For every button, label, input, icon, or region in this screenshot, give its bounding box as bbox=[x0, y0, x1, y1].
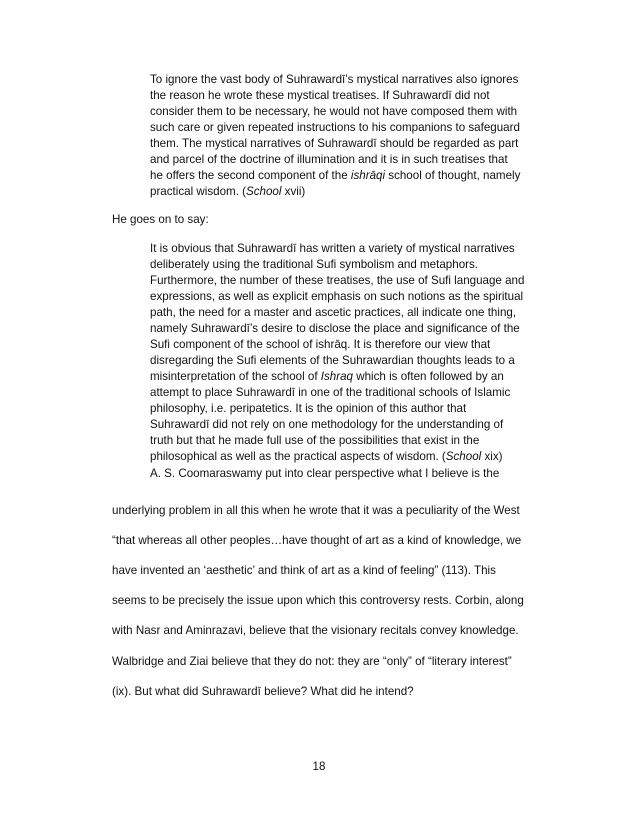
body-line: with Nasr and Aminrazavi, believe that the visionary recitals convey knowledge. bbox=[112, 624, 519, 637]
quote-text: practical wisdom. ( bbox=[150, 185, 246, 198]
quote-line: It is obvious that Suhrawardī has written a variety of mystical narratives bbox=[150, 242, 515, 255]
quote-line bbox=[150, 184, 530, 200]
body-line: Walbridge and Ziai believe that they do not: they are “only” of “literary interest” bbox=[112, 655, 512, 668]
italic-term: ishrāqi bbox=[350, 169, 386, 182]
body-line: have invented an ‘aesthetic’ and think of art as a kind of feeling” (113). This bbox=[112, 564, 496, 577]
quote-line: namely Suhrawardī’s desire to disclose the place and significance of the bbox=[150, 322, 520, 335]
quote-line: disregarding the Sufi elements of the Suhrawardian thoughts leads to a bbox=[150, 354, 515, 367]
narration-line: He goes on to say: bbox=[112, 213, 209, 226]
quote-line: Furthermore, the number of these treatises, the use of Sufi language and bbox=[150, 274, 525, 287]
quote-line: philosophy, i.e. peripatetics. It is the opinion of this author that bbox=[150, 402, 467, 415]
quote-line: path, the need for a master and ascetic practices, all indicate one thing, bbox=[150, 306, 517, 319]
quote-line: truth but that he made full use of the possibilities that exist in the bbox=[150, 434, 480, 447]
quote-text: school of thought, namely bbox=[385, 169, 521, 182]
quote-line: the reason he wrote these mystical treatises. If Suhrawardī did not bbox=[150, 89, 490, 102]
quote-line: Suhrawardī did not rely on one methodology for the understanding of bbox=[150, 418, 504, 431]
quote-text: philosophical as well as the practical aspects of wisdom. ( bbox=[150, 450, 446, 463]
body-line: seems to be precisely the issue upon which this controversy rests. Corbin, along bbox=[112, 594, 524, 607]
block-quote-1 bbox=[150, 72, 530, 200]
quote-line: and parcel of the doctrine of illumination and it is in such treatises that bbox=[150, 153, 508, 166]
quote-line bbox=[150, 369, 530, 385]
body-line: A. S. Coomaraswamy put into clear perspective what I believe is the bbox=[150, 467, 500, 480]
quote-text: misinterpretation of the school of bbox=[150, 370, 321, 383]
quote-line: deliberately using the traditional Sufi symbolism and metaphors. bbox=[150, 258, 479, 271]
quote-line: such care or given repeated instructions to his companions to safeguard bbox=[150, 121, 520, 134]
quote-line bbox=[150, 168, 530, 184]
block-quote-2 bbox=[150, 241, 530, 465]
quote-line: attempt to place Suhrawardī in one of the traditional schools of Islamic bbox=[150, 386, 511, 399]
quote-line: Sufi component of the school of ishrāq. It is therefore our view that bbox=[150, 338, 491, 351]
citation-title: School bbox=[445, 450, 482, 463]
quote-line bbox=[150, 449, 530, 465]
citation-page: xix) bbox=[481, 450, 503, 463]
page-number: 18 bbox=[312, 760, 326, 773]
quote-text: he offers the second component of the bbox=[150, 169, 351, 182]
quote-line: To ignore the vast body of Suhrawardī’s mystical narratives also ignores bbox=[150, 73, 519, 86]
quote-line: consider them to be necessary, he would not have composed them with bbox=[150, 105, 518, 118]
quote-line: expressions, as well as explicit emphasis on such notions as the spiritual bbox=[150, 290, 524, 303]
italic-term: Ishraq bbox=[320, 370, 354, 383]
quote-line: them. The mystical narratives of Suhrawardī should be regarded as part bbox=[150, 137, 519, 150]
citation-page: xvii) bbox=[281, 185, 306, 198]
body-line: (ix). But what did Suhrawardī believe? What did he intend? bbox=[112, 685, 414, 698]
citation-title: School bbox=[246, 185, 282, 198]
body-line: “that whereas all other peoples…have thought of art as a kind of knowledge, we bbox=[112, 534, 522, 547]
quote-text: which is often followed by an bbox=[353, 370, 504, 383]
body-line: underlying problem in all this when he wrote that it was a peculiarity of the West bbox=[112, 504, 520, 517]
